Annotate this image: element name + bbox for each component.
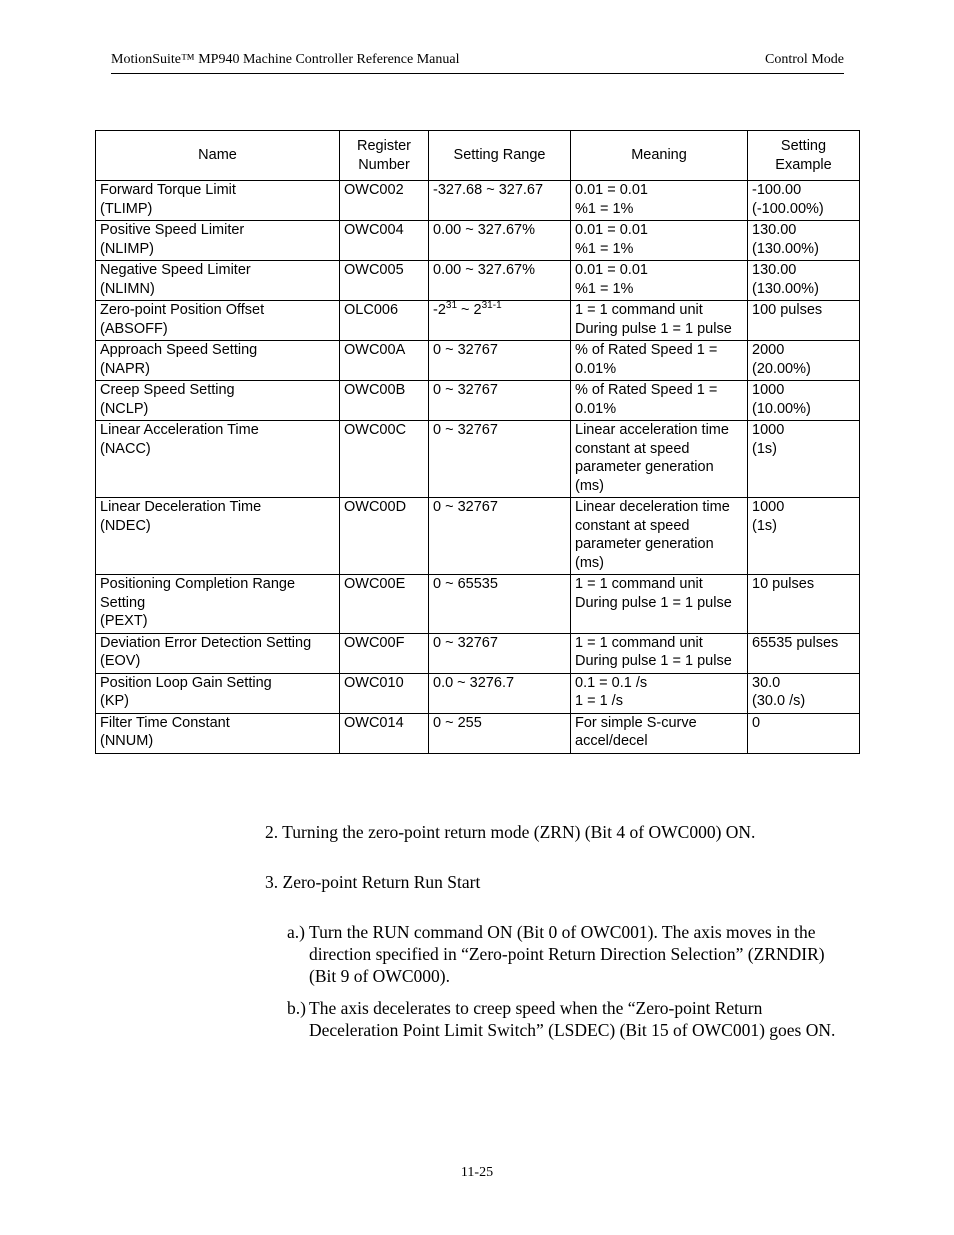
cell-meaning: 1 = 1 command unit During pulse 1 = 1 pulse — [571, 575, 748, 634]
table-row — [96, 421, 860, 498]
table-row — [96, 381, 860, 421]
step-3b-label: b.) — [287, 998, 306, 1018]
cell-example: 30.0 (30.0 /s) — [748, 673, 860, 713]
cell-range: 0 ~ 32767 — [429, 421, 571, 498]
cell-name: Negative Speed Limiter (NLIMN) — [96, 261, 340, 301]
cell-meaning: 0.1 = 0.1 /s 1 = 1 /s — [571, 673, 748, 713]
step-3a-text: Turn the RUN command ON (Bit 0 of OWC001). The axis moves in the direction specified in “Zero-point Return Direction Selection” (ZRNDIR) (Bit 9 of OWC000). — [309, 922, 825, 986]
column-header-range: Setting Range — [429, 131, 571, 181]
table-row — [96, 221, 860, 261]
cell-example: 10 pulses — [748, 575, 860, 634]
table-row — [96, 575, 860, 634]
section-title: Control Mode — [765, 52, 844, 67]
cell-example: 2000 (20.00%) — [748, 341, 860, 381]
cell-name: Linear Deceleration Time (NDEC) — [96, 498, 340, 575]
cell-register: OWC00F — [340, 633, 429, 673]
cell-meaning: Linear acceleration time constant at speed parameter generation (ms) — [571, 421, 748, 498]
cell-name: Creep Speed Setting (NCLP) — [96, 381, 340, 421]
cell-example: 1000 (1s) — [748, 498, 860, 575]
cell-example: 65535 pulses — [748, 633, 860, 673]
cell-meaning: 0.01 = 0.01 %1 = 1% — [571, 221, 748, 261]
cell-range: 0.00 ~ 327.67% — [429, 221, 571, 261]
cell-range: 0.0 ~ 3276.7 — [429, 673, 571, 713]
cell-example: -100.00 (-100.00%) — [748, 181, 860, 221]
cell-register: OWC014 — [340, 713, 429, 753]
cell-range: 0 ~ 65535 — [429, 575, 571, 634]
table-row — [96, 713, 860, 753]
step-2-text: 2. Turning the zero-point return mode (ZRN) (Bit 4 of OWC000) ON. — [265, 822, 756, 842]
cell-meaning: % of Rated Speed 1 = 0.01% — [571, 381, 748, 421]
column-header-meaning: Meaning — [571, 131, 748, 181]
cell-name: Zero-point Position Offset (ABSOFF) — [96, 301, 340, 341]
cell-range: 0 ~ 32767 — [429, 341, 571, 381]
cell-example: 0 — [748, 713, 860, 753]
table-row — [96, 181, 860, 221]
cell-register: OWC00E — [340, 575, 429, 634]
cell-example: 100 pulses — [748, 301, 860, 341]
cell-register: OWC00B — [340, 381, 429, 421]
cell-meaning: 0.01 = 0.01 %1 = 1% — [571, 261, 748, 301]
cell-range: 0 ~ 32767 — [429, 381, 571, 421]
cell-meaning: For simple S-curve accel/decel — [571, 713, 748, 753]
parameter-table — [95, 130, 860, 754]
cell-register: OWC010 — [340, 673, 429, 713]
cell-example: 1000 (10.00%) — [748, 381, 860, 421]
range-exponent-b: 31-1 — [481, 300, 502, 311]
cell-name: Filter Time Constant (NNUM) — [96, 713, 340, 753]
cell-range: 0 ~ 32767 — [429, 633, 571, 673]
manual-title: MotionSuite™ MP940 Machine Controller Reference Manual — [111, 52, 460, 67]
cell-register: OWC00A — [340, 341, 429, 381]
cell-name: Forward Torque Limit (TLIMP) — [96, 181, 340, 221]
cell-range: 0 ~ 255 — [429, 713, 571, 753]
table-row — [96, 498, 860, 575]
cell-range: 0.00 ~ 327.67% — [429, 261, 571, 301]
cell-meaning: 1 = 1 command unit During pulse 1 = 1 pulse — [571, 301, 748, 341]
column-header-name: Name — [96, 131, 340, 181]
column-header-register: Register Number — [340, 131, 429, 181]
table-row — [96, 633, 860, 673]
cell-range — [429, 301, 571, 341]
cell-meaning: % of Rated Speed 1 = 0.01% — [571, 341, 748, 381]
cell-name: Linear Acceleration Time (NACC) — [96, 421, 340, 498]
table-row — [96, 341, 860, 381]
cell-range: -327.68 ~ 327.67 — [429, 181, 571, 221]
cell-meaning: Linear deceleration time constant at speed parameter generation (ms) — [571, 498, 748, 575]
cell-register: OWC002 — [340, 181, 429, 221]
table-row — [96, 673, 860, 713]
cell-register: OWC00C — [340, 421, 429, 498]
cell-meaning: 1 = 1 command unit During pulse 1 = 1 pulse — [571, 633, 748, 673]
step-3b-text: The axis decelerates to creep speed when the “Zero-point Return Deceleration Point Limit Switch” (LSDEC) (Bit 15 of OWC001) goes ON. — [309, 998, 836, 1040]
cell-name: Approach Speed Setting (NAPR) — [96, 341, 340, 381]
cell-register: OLC006 — [340, 301, 429, 341]
page-header — [111, 51, 844, 74]
cell-name: Positioning Completion Range Setting (PEXT) — [96, 575, 340, 634]
cell-name: Positive Speed Limiter (NLIMP) — [96, 221, 340, 261]
cell-example: 130.00 (130.00%) — [748, 261, 860, 301]
range-exponent-a: 31 — [445, 300, 458, 311]
column-header-example: Setting Example — [748, 131, 860, 181]
table-header-row — [96, 131, 860, 181]
cell-register: OWC004 — [340, 221, 429, 261]
cell-example: 1000 (1s) — [748, 421, 860, 498]
cell-range: 0 ~ 32767 — [429, 498, 571, 575]
cell-name: Deviation Error Detection Setting (EOV) — [96, 633, 340, 673]
step-3a-label: a.) — [287, 922, 305, 942]
step-3-text: 3. Zero-point Return Run Start — [265, 872, 481, 892]
cell-register: OWC00D — [340, 498, 429, 575]
cell-meaning: 0.01 = 0.01 %1 = 1% — [571, 181, 748, 221]
page-number: 11-25 — [460, 1165, 494, 1180]
table-row — [96, 301, 860, 341]
cell-name: Position Loop Gain Setting (KP) — [96, 673, 340, 713]
range-separator: ~ 2 — [457, 302, 482, 318]
table-row — [96, 261, 860, 301]
cell-register: OWC005 — [340, 261, 429, 301]
range-base-a: -2 — [433, 302, 446, 318]
cell-example: 130.00 (130.00%) — [748, 221, 860, 261]
